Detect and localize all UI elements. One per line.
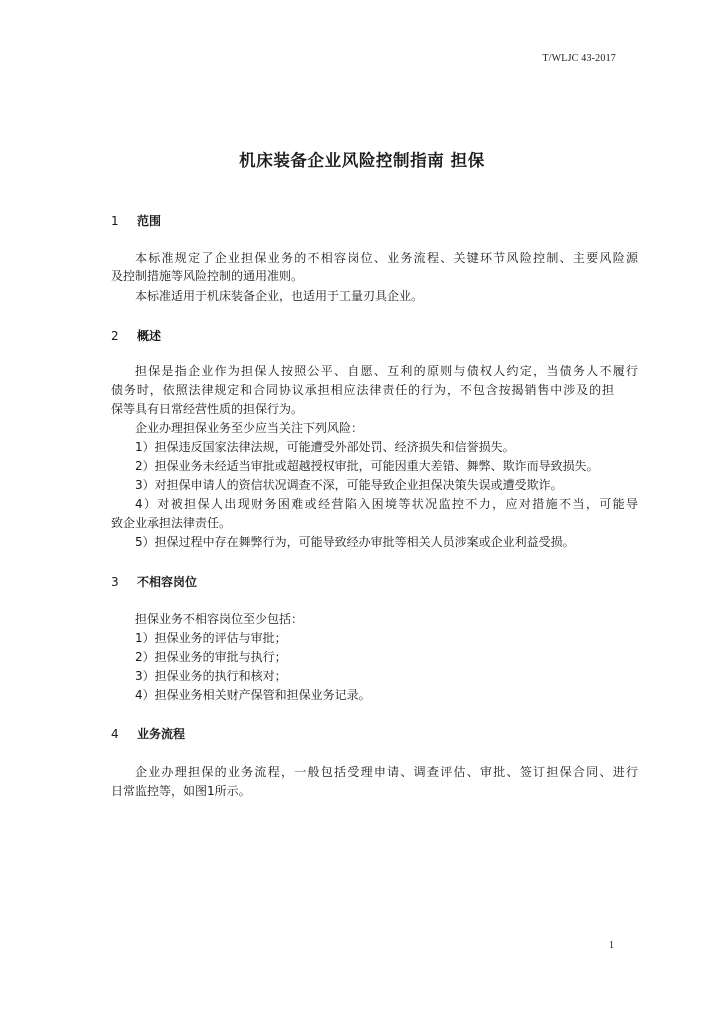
paragraph-line: 企业办理担保的业务流程，一般包括受理申请、调查评估、审批、签订担保合同、进行 xyxy=(135,765,638,779)
paragraph-line: 本标准规定了企业担保业务的不相容岗位、业务流程、关键环节风险控制、主要风险源 xyxy=(135,251,638,265)
list-item: 5）担保过程中存在舞弊行为，可能导致经办审批等相关人员涉案或企业利益受损。 xyxy=(135,535,575,549)
section-heading-2 xyxy=(111,327,161,344)
section-heading-4 xyxy=(111,725,185,742)
section-number: 1 xyxy=(111,214,119,228)
list-item: 1）担保违反国家法律法规，可能遭受外部处罚、经济损失和信誉损失。 xyxy=(135,440,515,454)
paragraph-line: 致企业承担法律责任。 xyxy=(111,516,232,530)
paragraph-line: 保等具有日常经营性质的担保行为。 xyxy=(111,402,304,416)
paragraph-line: 日常监控等，如图1所示。 xyxy=(111,784,251,798)
section-number: 3 xyxy=(111,575,119,589)
section-title: 概述 xyxy=(137,329,162,343)
section-title: 范围 xyxy=(137,214,162,228)
section-title: 不相容岗位 xyxy=(137,575,198,589)
paragraph-line: 担保是指企业作为担保人按照公平、自愿、互利的原则与债权人约定，当债务人不履行 xyxy=(135,364,638,378)
list-item: 3）担保业务的执行和核对； xyxy=(135,669,287,683)
section-heading-1 xyxy=(111,212,161,229)
paragraph-line: 及控制措施等风险控制的通用准则。 xyxy=(111,269,304,283)
list-item: 4）担保业务相关财产保管和担保业务记录。 xyxy=(135,688,371,702)
section-heading-3 xyxy=(111,573,197,590)
paragraph-line: 本标准适用于机床装备企业，也适用于工量刃具企业。 xyxy=(135,289,424,303)
section-number: 2 xyxy=(111,329,119,343)
list-item: 2）担保业务未经适当审批或超越授权审批，可能因重大差错、舞弊、欺诈而导致损失。 xyxy=(135,459,599,473)
standard-code: T/WLJC 43-2017 xyxy=(542,53,616,64)
paragraph-line: 债务时，依照法律规定和合同协议承担相应法律责任的行为，不包含按揭销售中涉及的担 xyxy=(111,383,614,397)
section-title: 业务流程 xyxy=(137,727,186,741)
section-number: 4 xyxy=(111,727,119,741)
paragraph-line: 担保业务不相容岗位至少包括： xyxy=(135,612,304,626)
list-item: 3）对担保申请人的资信状况调查不深，可能导致企业担保决策失误或遭受欺诈。 xyxy=(135,478,563,492)
document-title: 机床装备企业风险控制指南 担保 xyxy=(239,151,485,170)
paragraph-line: 企业办理担保业务至少应当关注下列风险： xyxy=(135,421,364,435)
list-item: 1）担保业务的评估与审批； xyxy=(135,631,287,645)
list-item: 4）对被担保人出现财务困难或经营陷入困境等状况监控不力，应对措施不当，可能导 xyxy=(135,497,638,511)
list-item: 2）担保业务的审批与执行； xyxy=(135,650,287,664)
page-number: 1 xyxy=(609,940,614,951)
